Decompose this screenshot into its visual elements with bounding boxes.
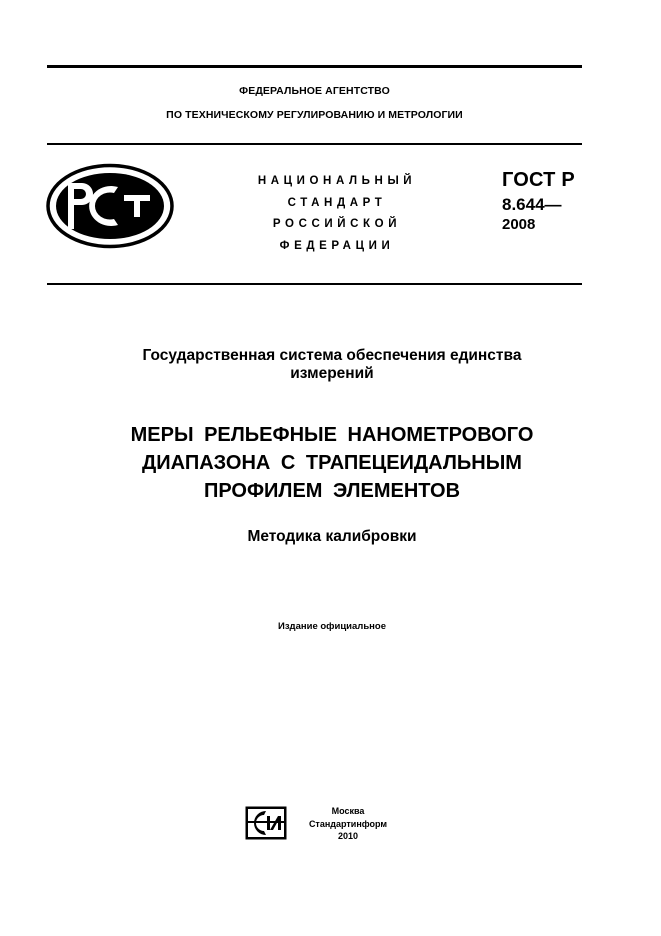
top-rule xyxy=(47,65,582,68)
series-line-2: измерений xyxy=(290,365,374,382)
national-standard-heading xyxy=(237,171,437,257)
agency-name-line-2: ПО ТЕХНИЧЕСКОМУ РЕГУЛИРОВАНИЮ И МЕТРОЛОГИИ xyxy=(166,109,463,121)
header-rule xyxy=(47,143,582,145)
gost-number: 8.644— xyxy=(502,195,562,214)
imprint-city: Москва xyxy=(331,806,365,816)
publisher-emblem-icon xyxy=(245,806,287,840)
national-standard-line-3: РОССИЙСКОЙ xyxy=(272,218,402,230)
header-bottom-rule xyxy=(47,283,582,285)
standard-series xyxy=(47,347,617,383)
title-line-3: ПРОФИЛЕМ ЭЛЕМЕНТОВ xyxy=(203,480,461,502)
document-title xyxy=(47,421,617,505)
gost-designation xyxy=(502,170,575,232)
gost-title: ГОСТ Р xyxy=(502,169,575,191)
national-standard-line-2: СТАНДАРТ xyxy=(287,196,387,209)
edition-note: Издание официальное xyxy=(278,621,386,632)
series-line-1: Государственная система обеспечения единства xyxy=(142,347,522,364)
document-subtitle: Методика калибровки xyxy=(247,528,417,545)
gost-r-emblem-icon xyxy=(46,163,174,249)
agency-name-line-1: ФЕДЕРАЛЬНОЕ АГЕНТСТВО xyxy=(239,85,390,97)
imprint-year: 2010 xyxy=(337,831,359,841)
title-line-1: МЕРЫ РЕЛЬЕФНЫЕ НАНОМЕТРОВОГО xyxy=(130,424,534,446)
title-line-2: ДИАПАЗОНА С ТРАПЕЦЕИДАЛЬНЫМ xyxy=(142,452,522,474)
national-standard-line-4: ФЕДЕРАЦИИ xyxy=(279,239,395,252)
gost-year: 2008 xyxy=(502,216,536,233)
imprint-publisher: Стандартинформ xyxy=(308,818,388,829)
national-standard-line-1: НАЦИОНАЛЬНЫЙ xyxy=(257,175,417,187)
imprint xyxy=(298,805,398,843)
